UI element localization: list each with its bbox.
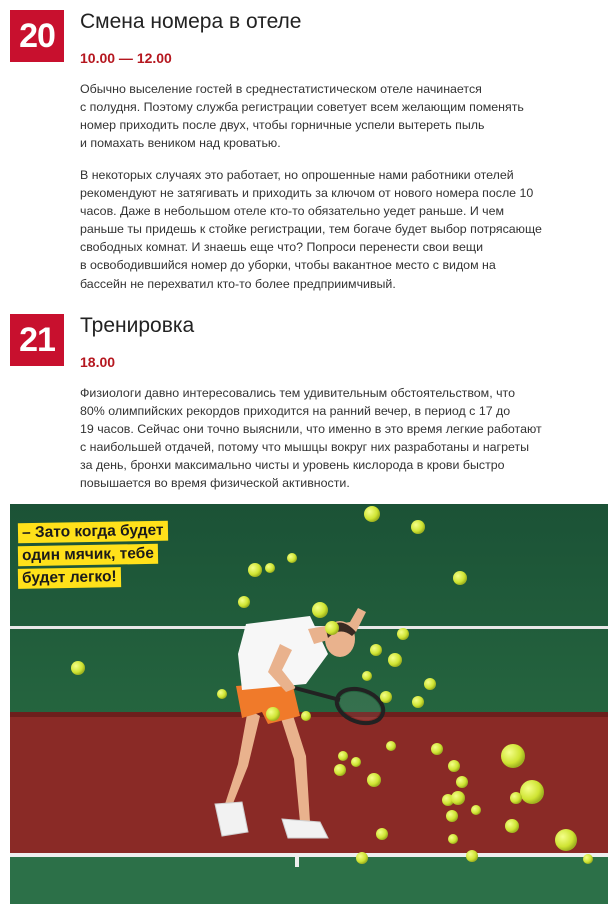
quote-line: – Зато когда будет [18, 521, 168, 544]
section-number-badge: 21 [10, 314, 64, 366]
quote-line: будет легко! [18, 567, 121, 589]
section-time: 18.00 [80, 354, 116, 370]
quote-line: один мячик, тебе [18, 544, 158, 566]
photo-quote [18, 522, 168, 591]
section-number-badge: 20 [10, 10, 64, 62]
section-paragraph: Физиологи давно интересовались тем удивительным обстоятельством, что 80% олимпийских рекордов приходится на ранний вечер, в период с 17 до 19 часов. Сейчас они точно выяснили, что именно в это время легкие работают с наибольшей отдачей, потому что мышцы вокруг них разработаны и нагреты за день, бронхи максимально чисты и уровень кислорода в крови быстро повышается во время физической активности. [80, 386, 542, 491]
section-paragraph: В некоторых случаях это работает, но опрошенные нами работники отелей рекомендуют не затягивать и приходить за ключом от нового номера после 10 часов. Даже в небольшом отеле кто-то обязательно уедет раньше. И чем раньше ты придешь к стойке регистрации, тем богаче будет выбор потрясающе свободных комнат. И знаешь еще что? Попроси перенести свои вещи в освободившийся номер до уборки, чтобы вакантное место с видом на бассейн не перехватил кто-то более предприимчивый. [80, 168, 542, 291]
section-time: 10.00 — 12.00 [80, 50, 172, 66]
section-title: Тренировка [80, 314, 195, 337]
court-green-zone [10, 856, 608, 904]
baseline [10, 853, 608, 857]
section-paragraph: Обычно выселение гостей в среднестатистическом отеле начинается с полудня. Поэтому служба регистрации советует всем желающим поменять номер приходить после двух, чтобы горничные успели вытереть пыль и помахать веником над кроватью. [80, 82, 524, 151]
section-title: Смена номера в отеле [80, 10, 302, 33]
